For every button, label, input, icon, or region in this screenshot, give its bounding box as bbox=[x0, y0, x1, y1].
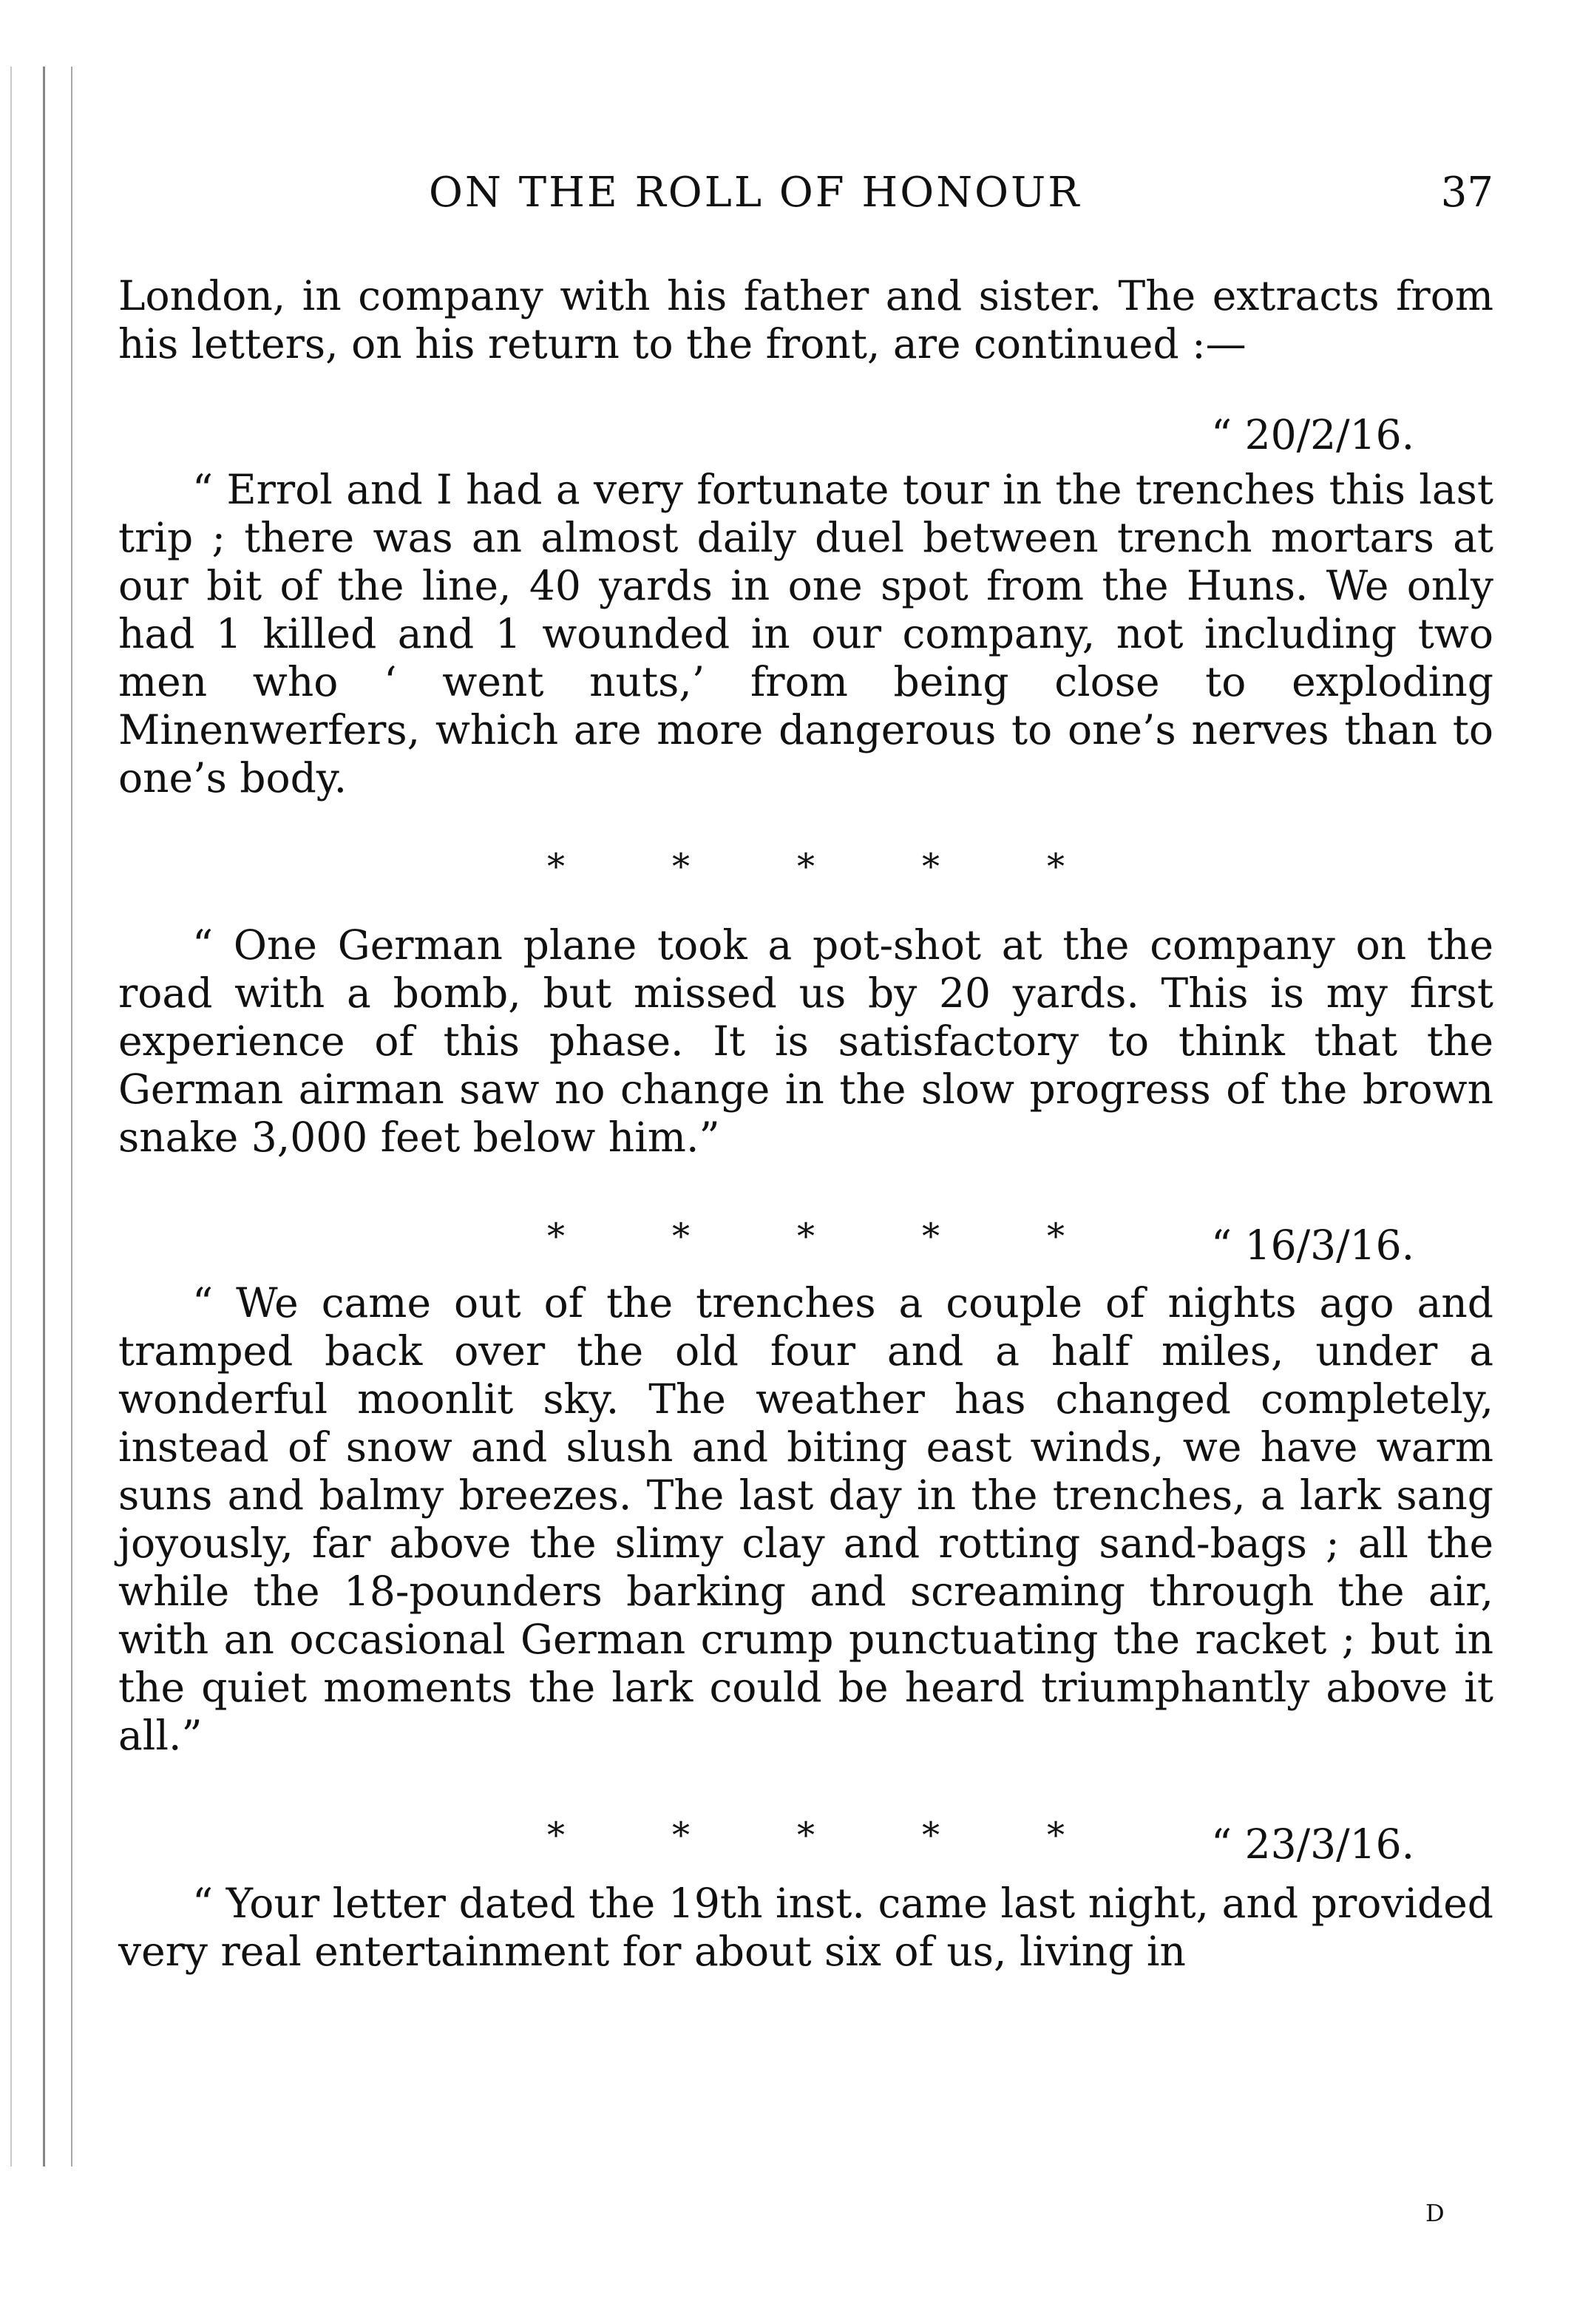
separator-star: * bbox=[797, 1216, 815, 1257]
separator-star: * bbox=[797, 846, 815, 887]
section-separator bbox=[547, 843, 1065, 891]
separator-star: * bbox=[547, 846, 565, 887]
separator-star: * bbox=[922, 846, 940, 887]
section-separator bbox=[547, 1213, 1065, 1261]
entry-date: “ 23/3/16. bbox=[1211, 1820, 1415, 1868]
separator-star: * bbox=[672, 1216, 690, 1257]
page-title: ON THE ROLL OF HONOUR bbox=[429, 169, 1082, 217]
entry-date: “ 20/2/16. bbox=[1211, 411, 1415, 458]
separator-star: * bbox=[1047, 1815, 1065, 1856]
binding-edge-mark bbox=[43, 67, 45, 2167]
entry-date: “ 16/3/16. bbox=[1211, 1222, 1415, 1269]
separator-star: * bbox=[547, 1815, 565, 1856]
binding-edge-mark bbox=[10, 67, 12, 2167]
letter-paragraph: “ One German plane took a pot-shot at the company on the road with a bomb, but missed us by 20 yards. This is my first experience of this phase. It is satisfactory to think that the German airman saw no change in the slow progress of the brown snake 3,000 feet below him.” bbox=[118, 921, 1493, 1161]
letter-paragraph: “ We came out of the trenches a couple of nights ago and tramped back over the old four and a half miles, under a wonderful moonlit sky. The weather has changed completely, instead of snow and slush and biting east winds, we have warm suns and balmy breezes. The last day in the trenches, a lark sang joyously, far above the slimy clay and rotting sand-bags ; all the while the 18-pounders barking and screaming through the air, with an occasional German crump punctuating the racket ; but in the quiet moments the lark could be heard triumphantly above it all.” bbox=[118, 1279, 1493, 1759]
running-head bbox=[118, 169, 1493, 228]
signature-mark: D bbox=[1425, 2199, 1445, 2227]
separator-star: * bbox=[672, 846, 690, 887]
separator-star: * bbox=[672, 1815, 690, 1856]
separator-star: * bbox=[922, 1216, 940, 1257]
intro-paragraph: London, in company with his father and sister. The extracts from his letters, on his return to the front, are continued :— bbox=[118, 272, 1493, 367]
separator-star: * bbox=[922, 1815, 940, 1856]
page-number: 37 bbox=[1440, 169, 1493, 217]
separator-star: * bbox=[797, 1815, 815, 1856]
separator-star: * bbox=[1047, 1216, 1065, 1257]
binding-edge-mark bbox=[71, 67, 72, 2167]
letter-paragraph: “ Errol and I had a very fortunate tour in the trenches this last trip ; there was an almost daily duel between trench mortars at our bit of the line, 40 yards in one spot from the Huns. We only had 1 killed and 1 wounded in our company, not including two men who ‘ went nuts,’ from being close to exploding Minenwerfers, which are more dangerous to one’s nerves than to one’s body. bbox=[118, 466, 1493, 802]
letter-paragraph: “ Your letter dated the 19th inst. came last night, and provided very real entertainment for about six of us, living in bbox=[118, 1880, 1493, 1975]
separator-star: * bbox=[1047, 846, 1065, 887]
section-separator bbox=[547, 1812, 1065, 1860]
separator-star: * bbox=[547, 1216, 565, 1257]
